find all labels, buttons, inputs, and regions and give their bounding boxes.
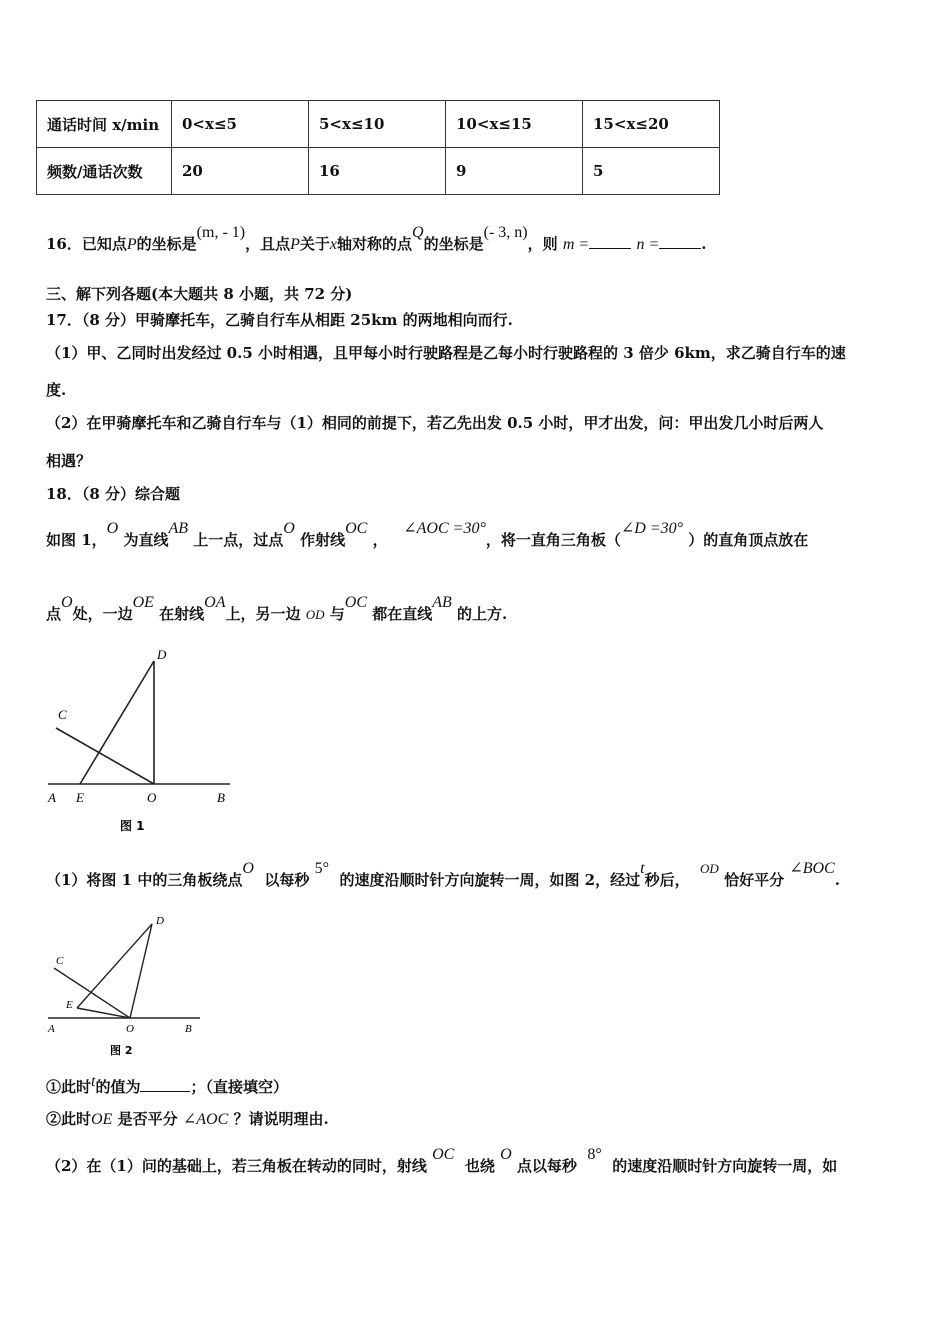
math-var: O [242, 860, 254, 877]
figure-2 [40, 912, 210, 1062]
text: 上一点，过点 [193, 531, 284, 549]
question-16 [46, 224, 707, 255]
section-heading: 三、解下列各题(本大题共 8 小题，共 72 分) [46, 285, 353, 303]
math-var: t [91, 1073, 96, 1090]
figure-caption: 图 2 [110, 1044, 133, 1057]
text: 恰好平分 [724, 871, 785, 889]
text: （2）在（1）问的基础上，若三角板在转动的同时，射线 [46, 1157, 427, 1175]
text: 处，一边 [72, 605, 133, 623]
table-cell: 15<x≤20 [583, 101, 720, 148]
question-18-line2 [46, 594, 508, 625]
math-var: OD [305, 607, 325, 622]
math-angle: ∠AOC [182, 1111, 229, 1128]
sub-question-2 [46, 1109, 329, 1130]
math-var: t [640, 860, 645, 877]
question-17-part1: （1）甲、乙同时出发经过 0.5 小时相遇，且甲每小时行驶路程是乙每小时行驶路程的 3 倍少 6km，求乙骑自行车的速 [46, 344, 846, 362]
label-c: C [58, 707, 67, 722]
question-17-title: 17．（8 分）甲骑摩托车，乙骑自行车从相距 25km 的两地相向而行. [46, 311, 513, 329]
text: 的速度沿顺时针方向旋转一周，如图 2，经过 [339, 871, 641, 889]
sub-question-1 [46, 1075, 288, 1098]
table-cell: 0<x≤5 [172, 101, 309, 148]
label-b: B [185, 1023, 192, 1035]
table-cell: 5<x≤10 [309, 101, 446, 148]
label-d: D [156, 915, 164, 927]
label-o: O [147, 790, 157, 805]
text: 16．已知点 [46, 235, 127, 253]
text: 秒后， [644, 871, 690, 889]
line-ed [80, 661, 154, 784]
question-18-title: 18．（8 分）综合题 [46, 485, 181, 503]
text: . [834, 871, 840, 889]
text: ， [372, 531, 388, 549]
math-var: Q [412, 224, 424, 241]
text: ）的直角顶点放在 [688, 531, 809, 549]
text: 以每秒 [264, 871, 310, 889]
table-cell: 9 [446, 148, 583, 195]
question-17-part2: （2）在甲骑摩托车和乙骑自行车与（1）相同的前提下，若乙先出发 0.5 小时，甲才出发，问：甲出发几小时后两人 [46, 414, 824, 432]
math-var: OC [344, 594, 368, 611]
text: （1）将图 1 中的三角板绕点 [46, 871, 243, 889]
text: 轴对称的点 [337, 235, 413, 253]
text: ，且点 [245, 235, 291, 253]
text: 也绕 [464, 1157, 495, 1175]
math-var: O [61, 594, 73, 611]
label-o: O [126, 1023, 134, 1035]
text: 上，另一边 [225, 605, 301, 623]
text: 如图 1， [46, 531, 107, 549]
text: ②此时 [46, 1110, 92, 1128]
table-cell: 频数/通话次数 [37, 148, 172, 195]
line-od [130, 924, 152, 1018]
text: ；（直接填空） [190, 1078, 288, 1096]
math-var: AB [432, 594, 452, 611]
text: 的值为 [95, 1078, 141, 1096]
math-angle: ∠AOC =30° [403, 520, 486, 537]
math-var: O [500, 1146, 512, 1163]
table-cell: 16 [309, 148, 446, 195]
table-cell: 10<x≤15 [446, 101, 583, 148]
math-var: x [329, 236, 338, 253]
math-var: OE [132, 594, 154, 611]
text: 为直线 [123, 531, 169, 549]
label-d: D [157, 647, 167, 662]
line-ed [77, 924, 152, 1008]
label-a: A [48, 1023, 55, 1035]
math-var: P [126, 236, 137, 253]
label-e: E [76, 790, 84, 805]
figure-caption: 图 1 [120, 819, 145, 833]
text: ①此时 [46, 1078, 92, 1096]
text: 是否平分 [117, 1110, 178, 1128]
math-angle: ∠D =30° [620, 520, 684, 537]
text: 的坐标是 [423, 235, 484, 253]
math-eq: n = [636, 236, 660, 253]
text: 作射线 [300, 531, 346, 549]
math-var: OE [91, 1111, 113, 1128]
figure-1 [40, 645, 240, 840]
answer-blank[interactable] [140, 1075, 190, 1092]
frequency-table [36, 100, 720, 195]
text: ，将一直角三角板（ [485, 531, 621, 549]
question-18-part1 [46, 860, 840, 891]
question-18-line1 [46, 520, 809, 551]
math-var: OC [345, 520, 368, 537]
answer-blank[interactable] [589, 232, 631, 249]
math-var: OC [432, 1146, 455, 1163]
math-var: OA [204, 594, 226, 611]
math-eq: m = [562, 236, 590, 253]
question-17-part1-cont: 度. [46, 381, 67, 399]
math-var: O [283, 520, 295, 537]
text: ，则 [527, 235, 558, 253]
text: 点 [46, 605, 62, 623]
label-c: C [56, 955, 64, 967]
text: 都在直线 [372, 605, 433, 623]
text: 的速度沿顺时针方向旋转一周，如 [612, 1157, 838, 1175]
text: . [701, 235, 707, 253]
math-var: O [106, 520, 119, 537]
math-value: 5° [314, 860, 329, 877]
table-cell: 通话时间 x/min [37, 101, 172, 148]
answer-blank[interactable] [659, 232, 701, 249]
math-value: 8° [587, 1146, 602, 1163]
math-coord: (- 3, n) [483, 224, 528, 241]
question-18-part2 [46, 1146, 838, 1177]
text: 关于 [299, 235, 330, 253]
table-cell: 20 [172, 148, 309, 195]
question-17-part2-cont: 相遇？ [46, 452, 92, 470]
table-row [37, 148, 720, 195]
text: 点以每秒 [516, 1157, 577, 1175]
line-oc [56, 728, 154, 784]
math-var: AB [168, 520, 189, 537]
table-row [37, 101, 720, 148]
text: 与 [329, 605, 345, 623]
math-var: OD [700, 861, 719, 876]
label-e: E [66, 999, 73, 1011]
table-cell: 5 [583, 148, 720, 195]
math-angle: ∠BOC [789, 860, 835, 877]
label-b: B [217, 790, 225, 805]
text: 的上方. [457, 605, 508, 623]
text: 的坐标是 [136, 235, 197, 253]
text: 在射线 [159, 605, 205, 623]
math-var: P [290, 236, 300, 253]
label-a: A [48, 790, 56, 805]
math-coord: (m, - 1) [196, 224, 246, 241]
text: ？请说明理由. [233, 1110, 329, 1128]
